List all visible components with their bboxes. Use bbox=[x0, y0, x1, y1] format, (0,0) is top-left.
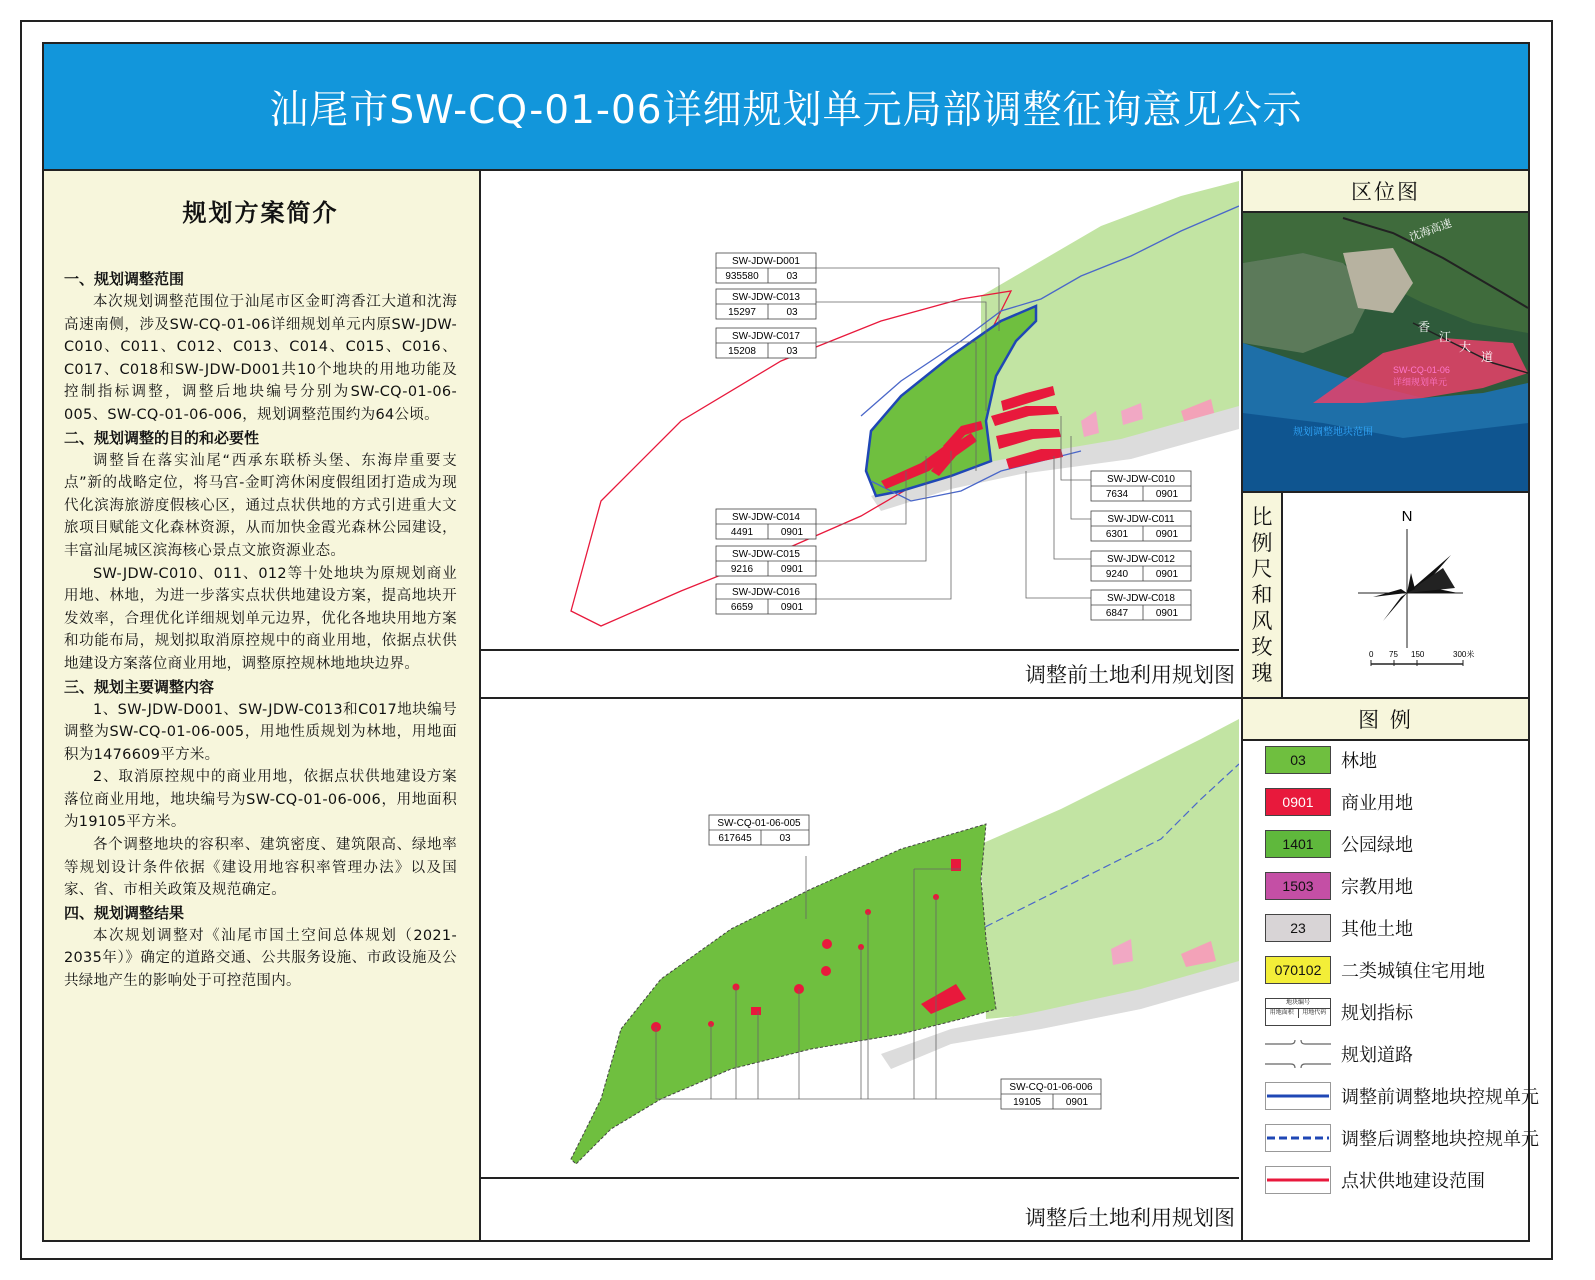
legend-swatch-road bbox=[1265, 1040, 1331, 1068]
parcel-tag bbox=[716, 546, 816, 576]
legend-swatch-indicator bbox=[1265, 998, 1331, 1026]
parcel-area: 935580 bbox=[725, 271, 759, 282]
legend-item-forest bbox=[1265, 744, 1377, 776]
side-char: 尺 bbox=[1251, 557, 1273, 581]
legend-swatch: 0901 bbox=[1265, 788, 1331, 816]
legend-label: 规划道路 bbox=[1341, 1045, 1413, 1066]
legend-label: 点状供地建设范围 bbox=[1341, 1171, 1485, 1192]
parcel-code: SW-CQ-01-06-005 bbox=[717, 818, 801, 829]
parcel-tag bbox=[1091, 471, 1191, 501]
summary-heading: 规划方案简介 bbox=[182, 198, 339, 227]
parcel-use: 0901 bbox=[1155, 608, 1179, 619]
section-2-text-1: 调整旨在落实汕尾“西承东联桥头堡、东海岸重要支点”新的战略定位，将马宫-金町湾休闲度假组团打造成为现代化滨海旅游度假核心区，通过点状供地的方式引进重大文旅项目赋能文化森林资源，从而加快金霞光森林公园建设，丰富汕尾城区滨海核心景点文旅资源业态。 bbox=[64, 452, 457, 559]
wind-rose-svg bbox=[1283, 493, 1526, 697]
legend-item-road bbox=[1265, 1038, 1413, 1070]
parcel-tag bbox=[709, 815, 809, 845]
parcel-use: 0901 bbox=[1155, 569, 1179, 580]
legend-swatch-line bbox=[1265, 1082, 1331, 1110]
parcel-code: SW-JDW-C013 bbox=[732, 292, 800, 303]
parcel-tag bbox=[1091, 590, 1191, 620]
wind-rose-petal bbox=[1383, 593, 1407, 621]
legend-swatch: 1401 bbox=[1265, 830, 1331, 858]
parcel-use: 03 bbox=[786, 346, 798, 357]
location-satellite-map bbox=[1243, 213, 1528, 493]
scale-label-150: 150 bbox=[1411, 650, 1425, 659]
title-bar bbox=[44, 44, 1528, 171]
parcel-use: 0901 bbox=[1155, 489, 1179, 500]
parcel-code: SW-JDW-C014 bbox=[732, 512, 800, 523]
location-map-heading: 区位图 bbox=[1243, 171, 1528, 213]
parcel-use: 03 bbox=[786, 307, 798, 318]
side-char: 和 bbox=[1251, 583, 1273, 607]
map-after-svg bbox=[481, 699, 1239, 1240]
parcel-area: 9240 bbox=[1105, 569, 1129, 580]
parcel-area: 6301 bbox=[1105, 529, 1129, 540]
scale-label-300: 300米 bbox=[1453, 650, 1475, 659]
legend-item-after-boundary bbox=[1265, 1122, 1539, 1154]
range-label: 规划调整地块范围 bbox=[1293, 427, 1373, 438]
parcel-code: SW-JDW-D001 bbox=[732, 256, 800, 267]
parcel-use: 03 bbox=[779, 833, 791, 844]
parcel-code: SW-JDW-C010 bbox=[1107, 474, 1175, 485]
parcel-use: 0901 bbox=[780, 602, 804, 613]
legend-item-indicator bbox=[1265, 996, 1413, 1028]
legend-item-other bbox=[1265, 912, 1413, 944]
parcel-area: 19105 bbox=[1013, 1097, 1041, 1108]
legend-swatch: 23 bbox=[1265, 914, 1331, 942]
parcel-code: SW-CQ-01-06-006 bbox=[1009, 1082, 1093, 1093]
parcel-area: 6659 bbox=[730, 602, 754, 613]
side-char: 比 bbox=[1251, 505, 1273, 529]
section-3-text-1: 1、SW-JDW-D001、SW-JDW-C013和C017地块编号调整为SW-CQ-01-06-005，用地性质规划为林地，用地面积为1476609平方米。 bbox=[64, 701, 457, 763]
side-char: 玫 bbox=[1251, 635, 1273, 659]
map-before-label: 调整前土地利用规划图 bbox=[1025, 663, 1235, 687]
label-separator bbox=[481, 649, 1239, 651]
parcel-code: SW-JDW-C012 bbox=[1107, 554, 1175, 565]
avenue-char-3: 大 bbox=[1459, 340, 1472, 354]
parcel-area: 6847 bbox=[1105, 608, 1129, 619]
scale-side-label bbox=[1243, 493, 1283, 699]
legend-label: 林地 bbox=[1341, 751, 1377, 772]
avenue-char-1: 香 bbox=[1418, 320, 1431, 334]
section-3-title: 三、规划主要调整内容 bbox=[64, 677, 215, 696]
side-char: 例 bbox=[1251, 531, 1273, 555]
parcel-code: SW-JDW-C017 bbox=[732, 331, 800, 342]
parcel-area: 9216 bbox=[730, 564, 754, 575]
legend-label: 调整前调整地块控规单元 bbox=[1341, 1087, 1539, 1108]
expressway-label: 沈海高速 bbox=[1407, 216, 1454, 244]
parcel-area: 617645 bbox=[718, 833, 752, 844]
unit-label-2: 详细规划单元 bbox=[1393, 378, 1448, 388]
indicator-top: 地块编号 bbox=[1266, 999, 1330, 1009]
parcel-tag bbox=[716, 509, 816, 539]
avenue-char-2: 江 bbox=[1439, 330, 1452, 344]
section-3-text-3: 各个调整地块的容积率、建筑密度、建筑限高、绿地率等规划设计条件依据《建设用地容积率管理办法》以及国家、省、市相关政策及规范确定。 bbox=[64, 837, 457, 899]
parcel-area: 15297 bbox=[728, 307, 756, 318]
parcel-use: 0901 bbox=[780, 564, 804, 575]
parcel-code: SW-JDW-C011 bbox=[1107, 514, 1175, 525]
compass-scale-panel bbox=[1283, 493, 1528, 699]
legend-label: 其他土地 bbox=[1341, 919, 1413, 940]
solid-blue-line-icon bbox=[1267, 1084, 1329, 1108]
legend-swatch: 070102 bbox=[1265, 956, 1331, 984]
section-3-text-2: 2、取消原控规中的商业用地，依据点状供地建设方案落位商业用地，地块编号为SW-CQ-01-06-006，用地面积为19105平方米。 bbox=[64, 769, 457, 831]
map-after-label: 调整后土地利用规划图 bbox=[1025, 1206, 1235, 1230]
legend-label: 规划指标 bbox=[1341, 1003, 1413, 1024]
road-icon bbox=[1265, 1040, 1331, 1068]
map-after-adjustment bbox=[481, 699, 1241, 1240]
legend-label: 公园绿地 bbox=[1341, 835, 1413, 856]
parcel-tag bbox=[1091, 511, 1191, 541]
avenue-char-4: 道 bbox=[1481, 350, 1494, 364]
parcel-tag bbox=[1001, 1079, 1101, 1109]
section-1-text: 本次规划调整范围位于汕尾市区金町湾香江大道和沈海高速南侧，涉及SW-CQ-01-06详细规划单元内原SW-JDW-C010、C011、C012、C013、C014、C015、C016、C017、C018和SW-JDW-D001共10个地块的用地功能及控制指标调整，调整后地块编号分别为SW-CQ-01-06-005、SW-CQ-01-06-006，规划调整范围约为64公顷。 bbox=[64, 294, 457, 423]
parcel-tag bbox=[716, 289, 816, 319]
legend-swatch: 1503 bbox=[1265, 872, 1331, 900]
side-char: 风 bbox=[1251, 609, 1273, 633]
parcel-code: SW-JDW-C015 bbox=[732, 549, 800, 560]
section-4-title: 四、规划调整结果 bbox=[64, 903, 185, 922]
legend-heading: 图 例 bbox=[1243, 699, 1528, 741]
scale-label-0: 0 bbox=[1369, 650, 1374, 659]
legend-label: 二类城镇住宅用地 bbox=[1341, 961, 1485, 982]
indicator-right: 用地代码 bbox=[1302, 1010, 1327, 1016]
indicator-left: 用地面积 bbox=[1266, 1009, 1299, 1018]
parcel-tag bbox=[716, 253, 816, 283]
parcel-use: 0901 bbox=[780, 527, 804, 538]
parcel-area: 4491 bbox=[730, 527, 754, 538]
map-before-svg bbox=[481, 171, 1239, 699]
unit-label: SW-CQ-01-06 bbox=[1393, 365, 1450, 375]
parcel-use: 03 bbox=[786, 271, 798, 282]
legend-swatch: 03 bbox=[1265, 746, 1331, 774]
section-2-text-2: SW-JDW-C010、011、012等十处地块为原规划商业用地、林地，为进一步落实点状供地建设方案，提高地块开发效率，合理优化详细规划单元边界，优化各地块用地方案和功能布局，规划拟取消原控规中的商业用地，依据点状供地建设方案落位商业用地，调整原控规林地地块边界。 bbox=[64, 565, 457, 672]
legend-swatch-line bbox=[1265, 1166, 1331, 1194]
side-char: 瑰 bbox=[1251, 661, 1273, 685]
legend-item-commercial bbox=[1265, 786, 1413, 818]
map-before-adjustment bbox=[481, 171, 1241, 699]
parcel-area: 7634 bbox=[1105, 489, 1129, 500]
red-line-icon bbox=[1267, 1168, 1329, 1192]
parcel-tag bbox=[716, 584, 816, 614]
legend-item-park bbox=[1265, 828, 1413, 860]
parcel-tag bbox=[1091, 551, 1191, 581]
parcel-code: SW-JDW-C018 bbox=[1107, 593, 1175, 604]
section-4-text: 本次规划调整对《汕尾市国土空间总体规划（2021-2035年）》确定的道路交通、公共服务设施、市政设施及公共绿地产生的影响处于可控范围内。 bbox=[64, 927, 457, 990]
scale-label-75: 75 bbox=[1389, 650, 1398, 659]
dashed-blue-line-icon bbox=[1267, 1126, 1329, 1150]
label-separator bbox=[481, 1177, 1239, 1179]
page-title: 汕尾市SW-CQ-01-06详细规划单元局部调整征询意见公示 bbox=[269, 87, 1303, 133]
legend-label: 宗教用地 bbox=[1341, 877, 1413, 898]
legend-item-residential bbox=[1265, 954, 1485, 986]
section-1-title: 一、规划调整范围 bbox=[64, 270, 185, 288]
parcel-area: 15208 bbox=[728, 346, 756, 357]
parcel-code: SW-JDW-C016 bbox=[732, 587, 800, 598]
legend-label: 调整后调整地块控规单元 bbox=[1341, 1129, 1539, 1150]
section-2-title: 二、规划调整的目的和必要性 bbox=[64, 428, 260, 447]
right-column bbox=[1241, 171, 1539, 1240]
parcel-tag bbox=[716, 328, 816, 358]
legend-item-religious bbox=[1265, 870, 1413, 902]
parcel-use: 0901 bbox=[1065, 1097, 1089, 1108]
legend-item-before-boundary bbox=[1265, 1080, 1539, 1112]
legend-label: 商业用地 bbox=[1341, 793, 1413, 814]
satellite-svg bbox=[1243, 213, 1528, 491]
legend-item-point-supply bbox=[1265, 1164, 1485, 1196]
north-label: N bbox=[1401, 508, 1413, 525]
parcel-use: 0901 bbox=[1155, 529, 1179, 540]
plan-summary-panel bbox=[44, 171, 481, 1240]
wind-rose-petal bbox=[1407, 593, 1425, 611]
forest-parcel-005 bbox=[571, 824, 996, 1164]
legend-swatch-line bbox=[1265, 1124, 1331, 1152]
